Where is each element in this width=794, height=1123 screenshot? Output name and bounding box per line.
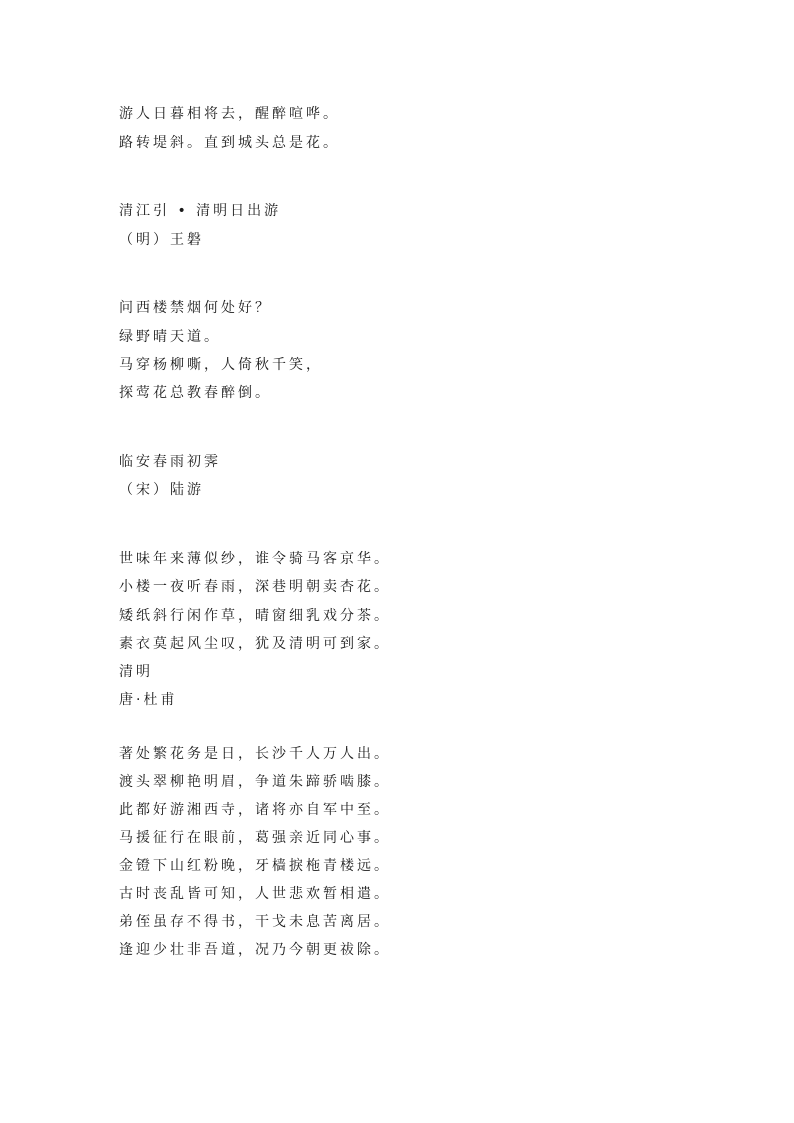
poem-line: 金镫下山红粉晚，牙樯捩柂青楼远。 [119, 858, 391, 874]
poem-line: 矮纸斜行闲作草，晴窗细乳戏分茶。 [119, 608, 391, 624]
poem-line: 世味年来薄似纱，谁令骑马客京华。 [119, 551, 391, 567]
poem-line: 小楼一夜听春雨，深巷明朝卖杏花。 [119, 579, 391, 595]
poem-author: （明）王磐 [119, 232, 204, 248]
poem-line: 游人日暮相将去，醒醉喧哗。 [119, 106, 340, 122]
poem-author: （宋）陆游 [119, 482, 204, 498]
poem-line: 弟侄虽存不得书，干戈未息苦离居。 [119, 914, 391, 930]
poem-line: 路转堤斜。直到城头总是花。 [119, 135, 340, 151]
poem-title: 临安春雨初霁 [119, 454, 221, 470]
poem-line: 马穿杨柳嘶，人倚秋千笑， [119, 357, 323, 373]
poem-line: 此都好游湘西寺，诸将亦自军中至。 [119, 802, 391, 818]
poem-line: 逢迎少壮非吾道，况乃今朝更祓除。 [119, 942, 391, 958]
poem-title: 清明 [119, 664, 153, 680]
poem-line: 问西楼禁烟何处好？ [119, 300, 272, 316]
poem-line: 马援征行在眼前，葛强亲近同心事。 [119, 830, 391, 846]
poem-line: 探莺花总教春醉倒。 [119, 385, 272, 401]
poem-line: 绿野晴天道。 [119, 329, 221, 345]
poem-line: 著处繁花务是日，长沙千人万人出。 [119, 746, 391, 762]
poem-author: 唐·杜甫 [119, 692, 178, 708]
poem-line: 素衣莫起风尘叹，犹及清明可到家。 [119, 636, 391, 652]
poem-line: 渡头翠柳艳明眉，争道朱蹄骄啮膝。 [119, 774, 391, 790]
poem-title: 清江引 • 清明日出游 [119, 203, 282, 219]
poem-line: 古时丧乱皆可知，人世悲欢暂相遣。 [119, 886, 391, 902]
